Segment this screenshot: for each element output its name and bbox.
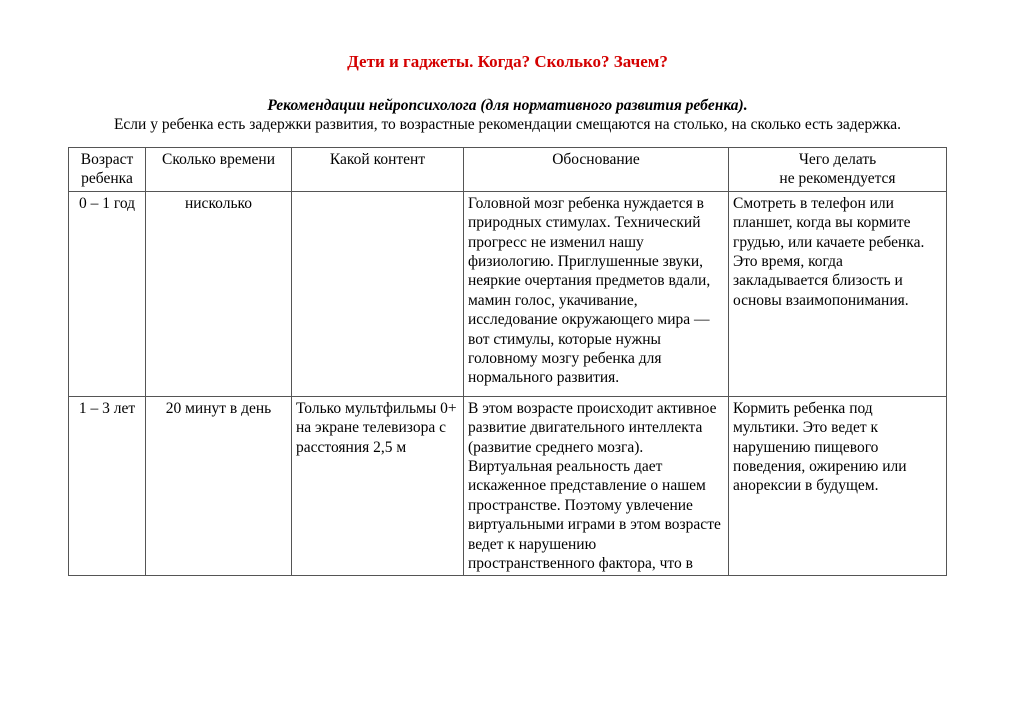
header-age-line1: Возраст — [80, 151, 134, 168]
header-time-label: Сколько времени — [161, 151, 276, 168]
table-row — [69, 396, 947, 576]
header-reason — [464, 148, 729, 192]
header-age — [69, 148, 146, 192]
cell-reason: В этом возрасте происходит активное развитие двигательного интеллекта (развитие среднего мозга). Виртуальная реальность дает искаженное представление о нашем пространстве. Поэтому увлечение виртуальными играми в этом возрасте ведет к нарушению пространственного фактора, что в — [464, 396, 729, 576]
table-header-row — [69, 148, 947, 192]
cell-age: 1 – 3 лет — [69, 396, 146, 576]
cell-time: нисколько — [146, 191, 292, 396]
table-row — [69, 191, 947, 396]
header-time — [146, 148, 292, 192]
cell-age: 0 – 1 год — [69, 191, 146, 396]
cell-content: Только мультфильмы 0+ на экране телевизора с расстояния 2,5 м — [292, 396, 464, 576]
header-content — [292, 148, 464, 192]
cell-dont: Смотреть в телефон или планшет, когда вы кормите грудью, или качаете ребенка. Это время, когда закладывается близость и основы взаимопонимания. — [729, 191, 947, 396]
header-dont-line2: не рекомендуется — [779, 170, 896, 188]
header-dont — [729, 148, 947, 192]
cell-reason: Головной мозг ребенка нуждается в природных стимулах. Технический прогресс не изменил нашу физиологию. Приглушенные звуки, неяркие очертания предметов вдали, мамин голос, укачивание, исследование окружающего мира — вот стимулы, которые нужны головному мозгу ребенка для нормального развития. — [464, 191, 729, 396]
cell-time: 20 минут в день — [146, 396, 292, 576]
cell-content — [292, 191, 464, 396]
document-subtitle: Рекомендации нейропсихолога (для нормативного развития ребенка). — [267, 97, 748, 114]
recommendations-table — [68, 147, 947, 576]
header-age-line2: ребенка — [81, 170, 133, 188]
header-reason-label: Обоснование — [552, 151, 640, 168]
header-content-label: Какой контент — [329, 151, 426, 168]
document-note: Если у ребенка есть задержки развития, то возрастные рекомендации смещаются на столько, на сколько есть задержка. — [113, 116, 902, 133]
header-dont-line1: Чего делать — [798, 151, 877, 168]
document-title: Дети и гаджеты. Когда? Сколько? Зачем? — [347, 52, 668, 71]
cell-dont: Кормить ребенка под мультики. Это ведет к нарушению пищевого поведения, ожирению или анорексии в будущем. — [729, 396, 947, 576]
